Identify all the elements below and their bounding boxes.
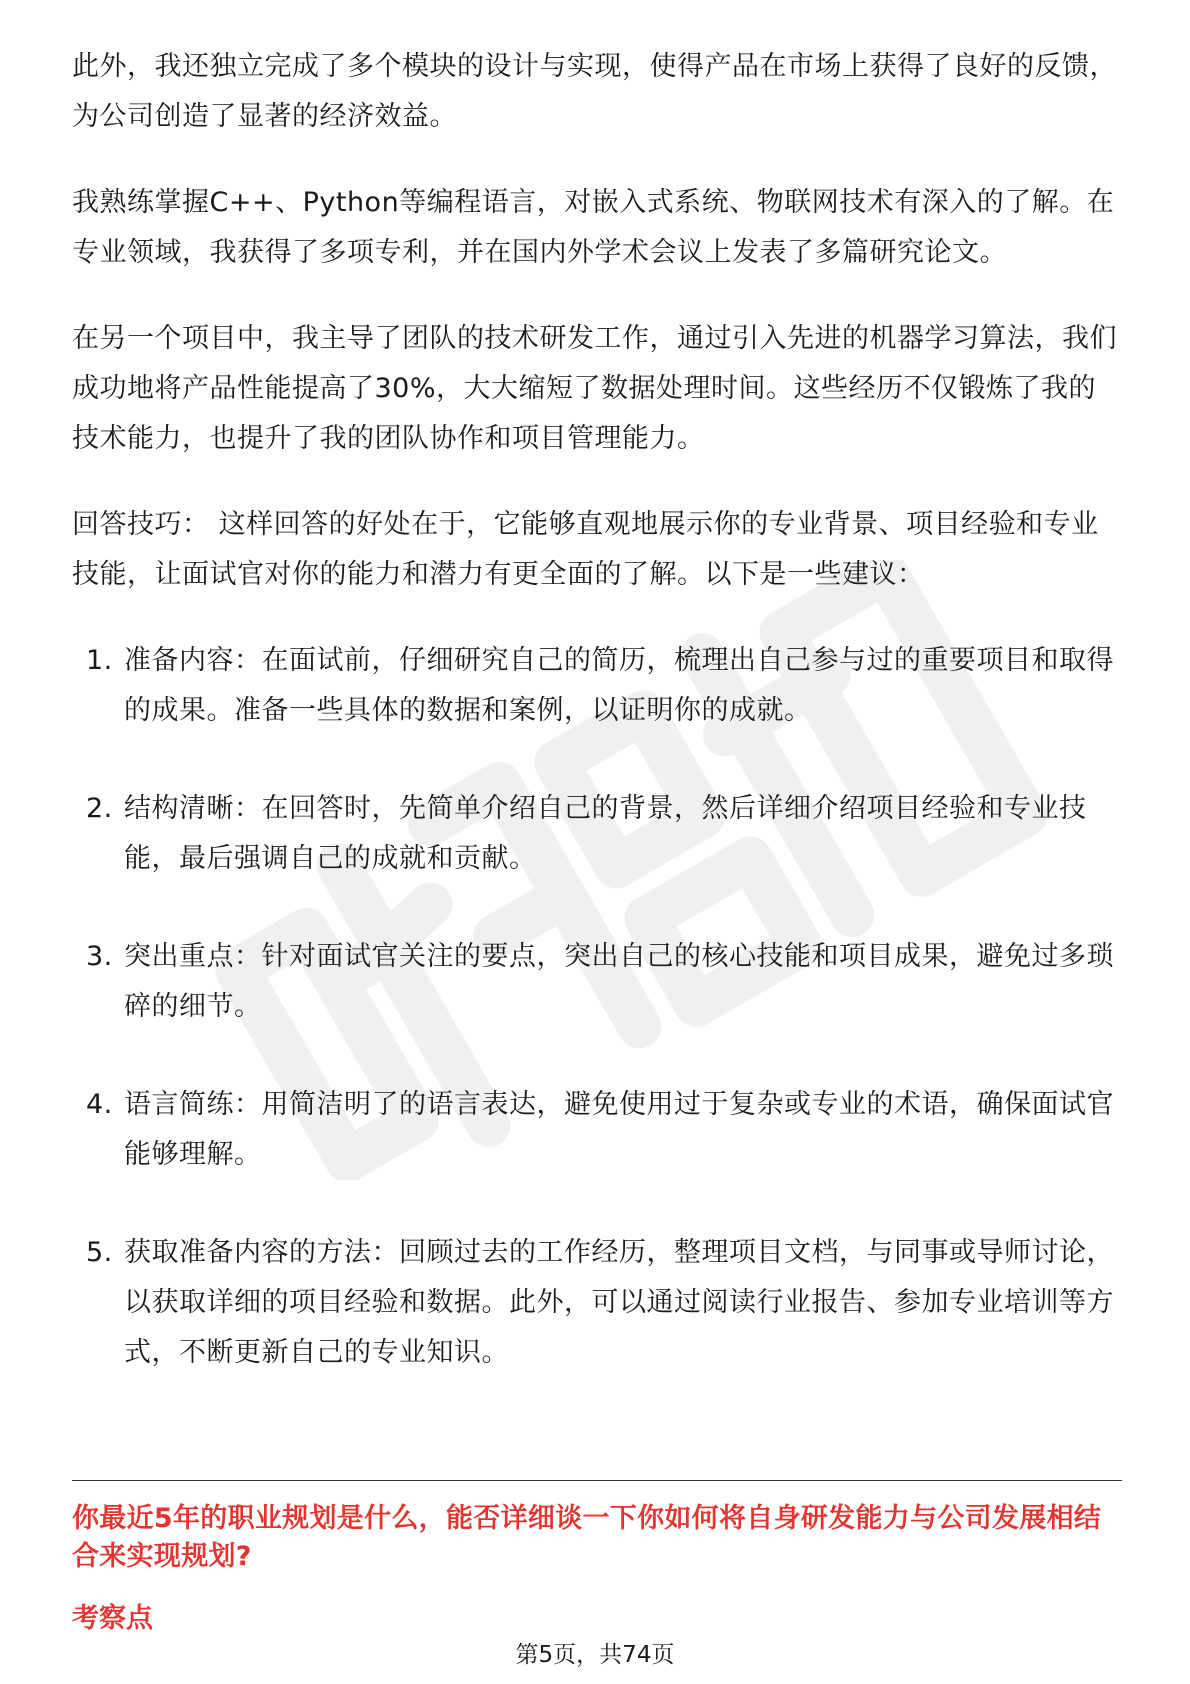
list-item-number: 4. [86, 1089, 113, 1120]
answer-tips-intro: 回答技巧： 这样回答的好处在于，它能够直观地展示你的专业背景、项目经验和专业技能，让面试官对你的能力和潜力有更全面的了解。以下是一些建议： [72, 509, 1099, 590]
list-item [72, 1228, 1122, 1378]
list-item [72, 932, 1122, 1032]
section-label-examination-points: 考察点 [72, 1603, 153, 1634]
list-item [72, 784, 1122, 884]
list-item-number: 1. [86, 645, 113, 676]
tips-list [72, 636, 1122, 1378]
main-content [72, 42, 1122, 1426]
list-item-number: 5. [86, 1237, 113, 1268]
list-item [72, 636, 1122, 736]
section-divider [72, 1480, 1122, 1481]
paragraph-2: 我熟练掌握C++、Python等编程语言，对嵌入式系统、物联网技术有深入的了解。在专业领域，我获得了多项专利，并在国内外学术会议上发表了多篇研究论文。 [72, 187, 1115, 268]
list-item-text: 准备内容：在面试前，仔细研究自己的简历，梳理出自己参与过的重要项目和取得的成果。准备一些具体的数据和案例，以证明你的成就。 [124, 645, 1114, 726]
list-item-text: 获取准备内容的方法：回顾过去的工作经历，整理项目文档，与同事或导师讨论，以获取详细的项目经验和数据。此外，可以通过阅读行业报告、参加专业培训等方式，不断更新自己的专业知识。 [124, 1237, 1114, 1368]
list-item-number: 3. [86, 941, 113, 972]
list-item-text: 突出重点：针对面试官关注的要点，突出自己的核心技能和项目成果，避免过多琐碎的细节。 [124, 941, 1114, 1022]
next-question-heading: 你最近5年的职业规划是什么，能否详细谈一下你如何将自身研发能力与公司发展相结合来实现规划? [72, 1503, 1102, 1572]
list-item [72, 1080, 1122, 1180]
list-item-text: 语言简练：用简洁明了的语言表达，避免使用过于复杂或专业的术语，确保面试官能够理解。 [124, 1089, 1114, 1170]
page-number-footer: 第5页，共74页 [515, 1642, 675, 1668]
paragraph-3: 在另一个项目中，我主导了团队的技术研发工作，通过引入先进的机器学习算法，我们成功地将产品性能提高了30%，大大缩短了数据处理时间。这些经历不仅锻炼了我的技术能力，也提升了我的团队协作和项目管理能力。 [72, 323, 1117, 454]
paragraph-1: 此外，我还独立完成了多个模块的设计与实现，使得产品在市场上获得了良好的反馈，为公司创造了显著的经济效益。 [72, 51, 1117, 132]
list-item-text: 结构清晰：在回答时，先简单介绍自己的背景，然后详细介绍项目经验和专业技能，最后强调自己的成就和贡献。 [124, 793, 1087, 874]
list-item-number: 2. [86, 793, 113, 824]
